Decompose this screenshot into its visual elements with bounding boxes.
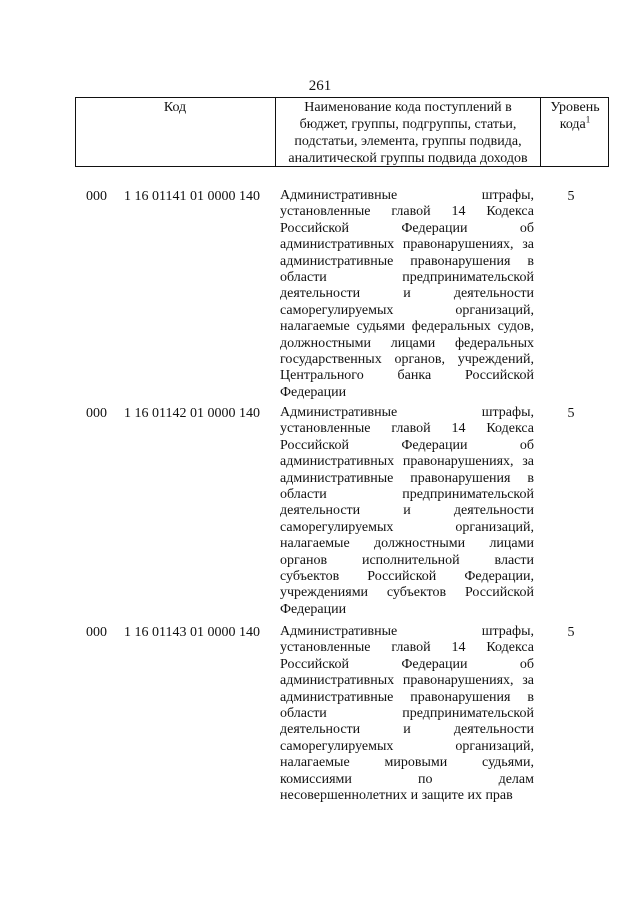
header-name-line: бюджет, группы, подгруппы, статьи, bbox=[299, 117, 517, 132]
description-line: административных правонарушениях, за bbox=[280, 237, 534, 253]
header-level bbox=[541, 99, 609, 133]
header-level-line: кода$^1$ bbox=[559, 114, 591, 132]
description-line: административные правонарушения в bbox=[280, 689, 534, 705]
revenue-description bbox=[280, 405, 534, 618]
description-line: установленные главой 14 Кодекса bbox=[280, 421, 534, 437]
code-level: 5 bbox=[567, 625, 575, 640]
header-name-line: аналитической группы подвида доходов bbox=[288, 151, 528, 166]
revenue-code: 1 16 01141 01 0000 140 bbox=[124, 189, 260, 204]
description-line: Административные штрафы, bbox=[280, 188, 534, 203]
description-line: Административные штрафы, bbox=[280, 624, 534, 639]
description-line: Российской Федерации об bbox=[280, 220, 534, 236]
code-level: 5 bbox=[567, 189, 575, 204]
description-line: административные правонарушения в bbox=[280, 253, 534, 269]
description-line: Федерации bbox=[280, 601, 347, 617]
header-name-line: подстатьи, элемента, группы подвида, bbox=[294, 134, 522, 149]
admin-code: 000 bbox=[86, 406, 107, 421]
description-line: Федерации bbox=[280, 384, 347, 400]
description-line: саморегулируемых организаций, bbox=[280, 519, 534, 535]
footnote-marker: 1 bbox=[585, 114, 591, 125]
description-line: учреждениями субъектов Российской bbox=[280, 585, 534, 601]
revenue-code: 1 16 01143 01 0000 140 bbox=[124, 625, 260, 640]
description-line: налагаемые мировыми судьями, bbox=[280, 755, 534, 771]
description-line: комиссиями по делам bbox=[280, 771, 534, 787]
description-line: деятельности и деятельности bbox=[280, 722, 534, 738]
description-line: деятельности и деятельности bbox=[280, 503, 534, 519]
description-line: органов исполнительной власти bbox=[280, 552, 534, 568]
header-code: Код bbox=[163, 100, 187, 115]
description-line: субъектов Российской Федерации, bbox=[280, 568, 534, 584]
description-line: административные правонарушения в bbox=[280, 470, 534, 486]
description-line: саморегулируемых организаций, bbox=[280, 738, 534, 754]
description-line: государственных органов, учреждений, bbox=[280, 351, 534, 367]
revenue-description bbox=[280, 188, 534, 401]
description-line: установленные главой 14 Кодекса bbox=[280, 204, 534, 220]
description-line: области предпринимательской bbox=[280, 705, 534, 721]
description-line: должностными лицами федеральных bbox=[280, 335, 534, 351]
description-line: административных правонарушениях, за bbox=[280, 673, 534, 689]
header-level-line: Уровень bbox=[550, 100, 600, 115]
header-name bbox=[276, 99, 540, 167]
description-line: саморегулируемых организаций, bbox=[280, 302, 534, 318]
description-line: деятельности и деятельности bbox=[280, 286, 534, 302]
description-line: несовершеннолетних и защите их прав bbox=[280, 787, 513, 803]
description-line: Российской Федерации об bbox=[280, 437, 534, 453]
admin-code: 000 bbox=[86, 189, 107, 204]
description-line: налагаемые должностными лицами bbox=[280, 536, 534, 552]
description-line: Центрального банка Российской bbox=[280, 368, 534, 384]
description-line: административных правонарушениях, за bbox=[280, 454, 534, 470]
admin-code: 000 bbox=[86, 625, 107, 640]
description-line: области предпринимательской bbox=[280, 269, 534, 285]
code-level: 5 bbox=[567, 406, 575, 421]
page-number: 261 bbox=[308, 78, 332, 94]
description-line: Административные штрафы, bbox=[280, 405, 534, 420]
description-line: установленные главой 14 Кодекса bbox=[280, 640, 534, 656]
header-name-line: Наименование кода поступлений в bbox=[304, 100, 512, 115]
description-line: Российской Федерации об bbox=[280, 656, 534, 672]
header-top-border bbox=[75, 97, 609, 98]
description-line: налагаемые судьями федеральных судов, bbox=[280, 319, 534, 335]
revenue-code: 1 16 01142 01 0000 140 bbox=[124, 406, 260, 421]
description-line: области предпринимательской bbox=[280, 486, 534, 502]
revenue-description bbox=[280, 624, 534, 804]
